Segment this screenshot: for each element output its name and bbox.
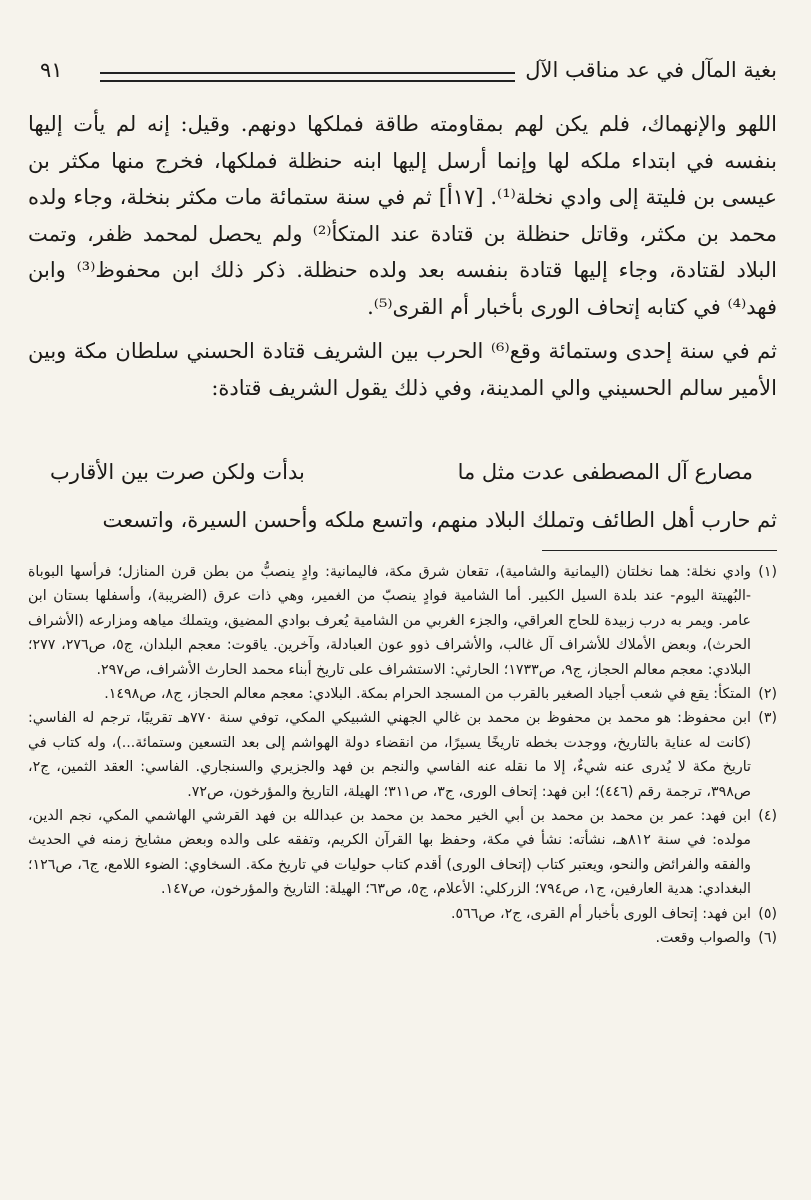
footnote-3 bbox=[28, 706, 777, 804]
footnote-text: وادي نخلة: هما نخلتان (اليمانية والشامية)، تقعان شرق مكة، فاليمانية: وادٍ ينصبُّ من بطن قرن المنازل؛ فرأسها البوباة -البُهيتة اليوم- عند بلدة السيل الكبير. أما الشامية فوادٍ ينصبّ من الغمير، وهي ذات عرق (الضريبة)، وأسفلها بستان ابن عامر. ويمر به درب زبيدة للحاج العراقي، والجزء الغربي من الشامية يُعرف بوادي المضيق، ويتملك مياهه ومزارعه (الأشراف الحرث)، وبعض الأملاك للأشراف آل غالب، والأشراف ذوو عون العبادلة، وآخرين. ياقوت: معجم البلدان، ج٥، ص٢٧٦، ٢٧٧؛ البلادي: معجم معالم الحجاز، ج٩، ص١٧٣٣؛ الحارثي: الاستشراف على تاريخ أبناء محمد الحارث الأشراف، ص٢٩٧. bbox=[28, 564, 751, 678]
footnote-marker: (٥) bbox=[758, 905, 777, 922]
footnote-marker: (٣) bbox=[758, 710, 777, 727]
footnote-marker: (٤) bbox=[758, 808, 777, 825]
footnote-4 bbox=[28, 804, 777, 902]
footnote-separator bbox=[542, 550, 777, 551]
footnote-6 bbox=[28, 926, 777, 950]
page-number: ٩١ bbox=[40, 58, 63, 82]
main-text bbox=[28, 106, 777, 406]
running-header bbox=[28, 58, 777, 92]
running-title: بغية المآل في عد مناقب الآل bbox=[525, 58, 777, 82]
verse-second-hemistich: بدأت ولكن صرت بين الأقارب bbox=[50, 460, 305, 484]
footnote-marker: (٢) bbox=[758, 686, 777, 703]
poetry-verse bbox=[28, 460, 777, 496]
footnote-5 bbox=[28, 902, 777, 926]
footnote-text: ابن فهد: عمر بن محمد بن محمد بن أبي الخير محمد بن محمد بن عبدالله بن فهد القرشي الهاشمي المكي، نجم الدين، مولده: في سنة ٨١٢هـ، نشأته: نشأ في مكة، وحفظ بها القرآن الكريم، وتفقه على والده وبعض مشايخ زمنه في الحديث والفقه والفرائض والنحو، ويعتبر كتاب (إتحاف الورى) أقدم كتاب حوليات في تاريخ مكة. السخاوي: الضوء اللامع، ج٦، ص١٢٦؛ البغدادي: هدية العارفين، ج١، ص٧٩٤؛ الزركلي: الأعلام، ج٥، ص٦٣؛ الهيلة: التاريخ والمؤرخون، ص١٤٧. bbox=[28, 808, 751, 898]
paragraph-1: اللهو والإنهماك، فلم يكن لهم بمقاومته طاقة فملكها دونهم. وقيل: إنه لم يأت إليها بنفسه في ابتداء ملكه لها وإنما أرسل إليها ابنه حنظلة فملكها، فخرج منها مكثر بن عيسى بن فليتة إلى وادي نخلة⁽¹⁾. [١٧أ] ثم في سنة ستمائة مات مكثر بنخلة، وجاء ولده محمد بن مكثر، وقاتل حنظلة بن قتادة عند المتكأ⁽²⁾ ولم يحصل لمحمد ظفر، وتمت البلاد لقتادة، وجاء إليها قتادة بنفسه بعد ولده حنظلة. ذكر ذلك ابن محفوظ⁽³⁾ وابن فهد⁽⁴⁾ في كتابه إتحاف الورى بأخبار أم القرى⁽⁵⁾. bbox=[28, 112, 778, 319]
footnote-text: ابن محفوظ: هو محمد بن محفوظ بن محمد بن غالي الجهني الشبيكي المكي، توفي سنة ٧٧٠هـ تقريبًا، ترجم له الفاسي: (كانت له عناية بالتاريخ، ووجدت بخطه تاريخًا يسيرًا، من انقضاء دولة الهواشم إلى بعد التسعين وستمائة...)، وله كتاب في تاريخ مكة لا يُدرى عنه شيءٌ، إلا ما نقله عنه الفاسي والنجم بن فهد والجزيري والسنجاري. الفاسي: العقد الثمين، ج٢، ص٣٩٨، ترجمة رقم (٤٤٦)؛ ابن فهد: إتحاف الورى، ج٣، ص٣١١؛ الهيلة، التاريخ والمؤرخون، ص٧٢. bbox=[28, 710, 751, 800]
footnote-marker: (٦) bbox=[758, 930, 777, 947]
footnote-marker: (١) bbox=[758, 564, 777, 580]
footnote-text: المتكأ: يقع في شعب أجياد الصغير بالقرب من المسجد الحرام بمكة. البلادي: معجم معالم الحجاز، ج٨، ص١٤٩٨. bbox=[104, 686, 751, 703]
footnote-2 bbox=[28, 682, 777, 706]
footnote-text: والصواب وقعت. bbox=[655, 930, 751, 947]
paragraph-2: ثم في سنة إحدى وستمائة وقع⁽⁶⁾ الحرب بين الشريف قتادة الحسني سلطان مكة وبين الأمير سالم الحسيني والي المدينة، وفي ذلك يقول الشريف قتادة: bbox=[28, 339, 777, 400]
footnote-text: ابن فهد: إتحاف الورى بأخبار أم القرى، ج٢، ص٥٦٦. bbox=[450, 905, 751, 922]
footnotes bbox=[28, 560, 777, 951]
verse-first-hemistich: مصارع آل المصطفى عدت مثل ما bbox=[457, 460, 753, 484]
header-double-rule bbox=[100, 72, 515, 82]
paragraph-3: ثم حارب أهل الطائف وتملك البلاد منهم، واتسع ملكه وأحسن السيرة، واتسعت bbox=[102, 508, 777, 532]
footnote-1 bbox=[28, 560, 777, 682]
book-page bbox=[28, 40, 777, 1170]
